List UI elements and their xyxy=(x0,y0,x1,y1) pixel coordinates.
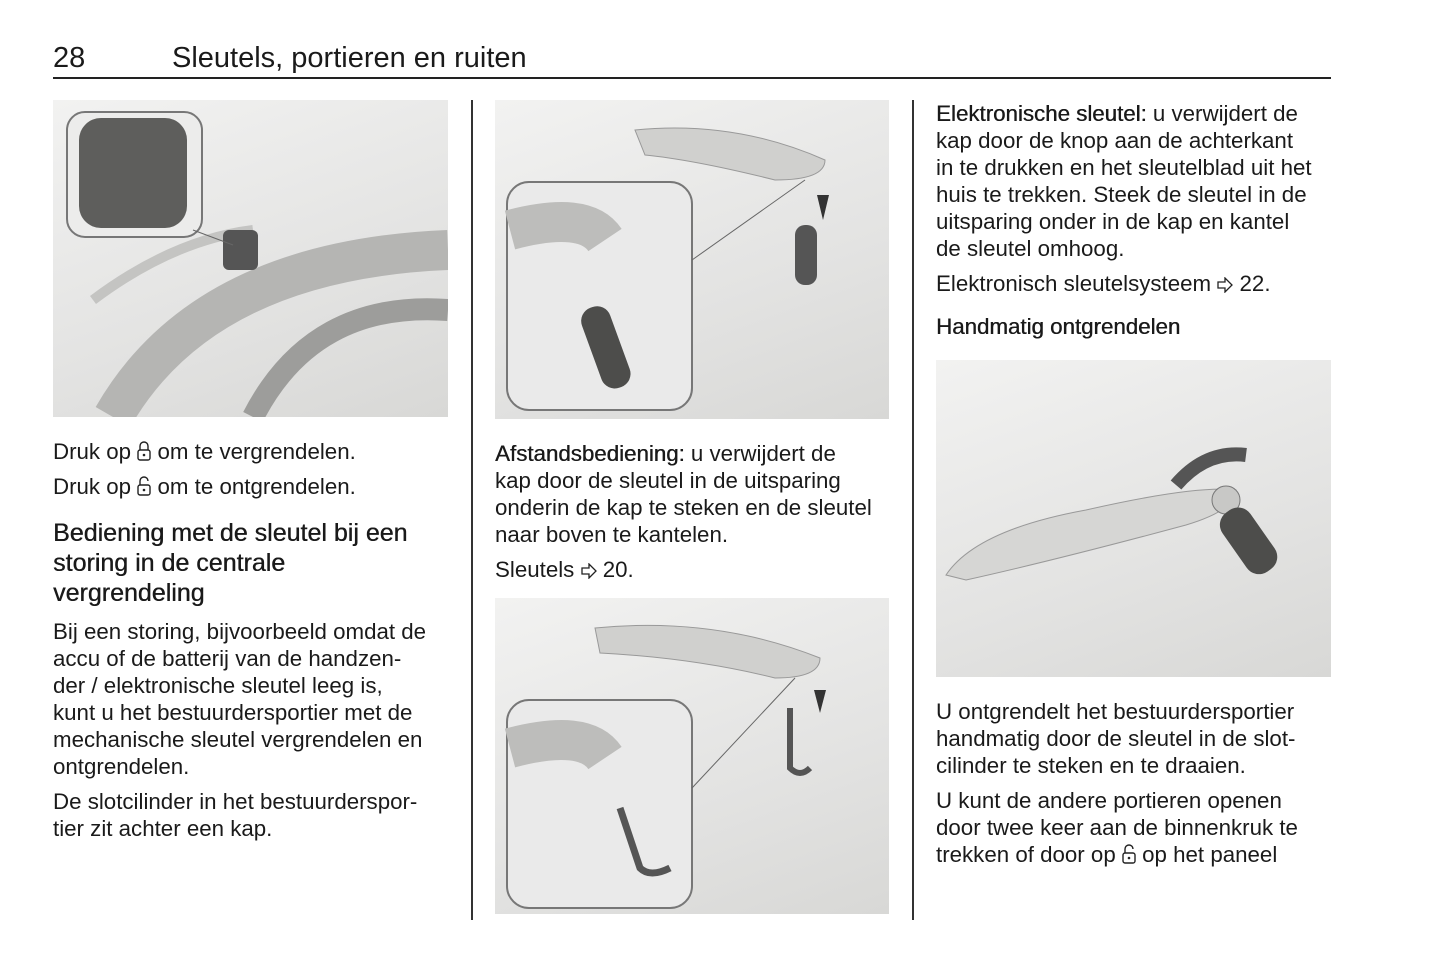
text: Druk op xyxy=(53,439,132,464)
text-line: door twee keer aan de binnenkruk te xyxy=(936,815,1298,840)
section-heading xyxy=(53,518,453,608)
reference-arrow-icon xyxy=(581,563,597,579)
cross-reference-link[interactable] xyxy=(936,270,1336,297)
text-line: uitsparing onder in de kap en kantel xyxy=(936,209,1290,234)
text-line: huis te trekken. Steek de sleutel in de xyxy=(936,182,1307,207)
text-line: tier zit achter een kap. xyxy=(53,816,273,841)
lock-instruction xyxy=(53,438,453,465)
text-line: ontgrendelen. xyxy=(53,754,190,779)
locked-padlock-icon xyxy=(137,441,151,461)
column-2 xyxy=(495,440,895,591)
heading-line: vergrendeling xyxy=(53,579,205,607)
term-label: Afstandsbediening: xyxy=(495,441,685,466)
text-line: U ontgrendelt het bestuurdersportier xyxy=(936,699,1295,724)
text-line: kap door de sleutel in de uitsparing xyxy=(495,468,841,493)
page-reference: 22. xyxy=(1239,271,1271,296)
heading-line: storing in de centrale xyxy=(53,549,286,577)
column-3 xyxy=(936,100,1336,350)
text-line: De slotcilinder in het bestuurderspor- xyxy=(53,789,418,814)
text-line: de sleutel omhoog. xyxy=(936,236,1125,261)
text-line: mechanische sleutel vergrendelen en xyxy=(53,727,423,752)
page-reference: 20. xyxy=(602,557,634,582)
unlocked-padlock-icon xyxy=(1122,844,1136,864)
text: u verwijdert de xyxy=(684,441,836,466)
column-1 xyxy=(53,438,453,850)
page-number: 28 xyxy=(53,42,86,74)
paragraph xyxy=(936,100,1336,262)
text: u verwijdert de xyxy=(1146,101,1298,126)
section-heading: Handmatig ontgrendelen xyxy=(936,314,1181,339)
text-line: kunt u het bestuurdersportier met de xyxy=(53,700,413,725)
text-line: naar boven te kantelen. xyxy=(495,522,729,547)
unlock-instruction xyxy=(53,473,453,500)
cross-reference-link[interactable] xyxy=(495,556,895,583)
text: trekken of door op xyxy=(936,842,1116,867)
text: Druk op xyxy=(53,474,132,499)
column-3-lower xyxy=(936,698,1336,876)
text-line: der / elektronische sleutel leeg is, xyxy=(53,673,383,698)
figure-manual-unlock xyxy=(936,360,1331,677)
text-line: cilinder te steken en te draaien. xyxy=(936,753,1246,778)
figure-remote-key-cap-removal xyxy=(495,100,889,419)
reference-arrow-icon xyxy=(1217,277,1233,293)
figure-mechanical-key-cap-removal xyxy=(495,598,889,914)
column-divider xyxy=(471,100,473,920)
paragraph xyxy=(53,788,453,842)
paragraph xyxy=(53,618,453,780)
unlocked-padlock-icon xyxy=(137,476,151,496)
column-divider xyxy=(912,100,914,920)
paragraph xyxy=(495,440,895,548)
text-line: Bij een storing, bijvoorbeeld omdat de xyxy=(53,619,427,644)
text: Sleutels xyxy=(495,557,575,582)
figure-door-lock-buttons xyxy=(53,100,448,417)
text-line: kap door de knop aan de achterkant xyxy=(936,128,1294,153)
text-line: accu of de batterij van de handzen- xyxy=(53,646,402,671)
page-title: Sleutels, portieren en ruiten xyxy=(172,42,527,74)
text: op het paneel xyxy=(1142,842,1278,867)
text-line: in te drukken en het sleutelblad uit het xyxy=(936,155,1312,180)
text-line: onderin de kap te steken en de sleutel xyxy=(495,495,872,520)
text-line: handmatig door de sleutel in de slot- xyxy=(936,726,1296,751)
paragraph xyxy=(936,698,1336,779)
text: Elektronisch sleutelsysteem xyxy=(936,271,1212,296)
text-line: U kunt de andere portieren openen xyxy=(936,788,1282,813)
text: om te vergrendelen. xyxy=(157,439,356,464)
text: om te ontgrendelen. xyxy=(157,474,356,499)
heading-line: Bediening met de sleutel bij een xyxy=(53,519,408,547)
term-label: Elektronische sleutel: xyxy=(936,101,1147,126)
paragraph xyxy=(936,787,1336,868)
header-rule xyxy=(53,77,1331,79)
